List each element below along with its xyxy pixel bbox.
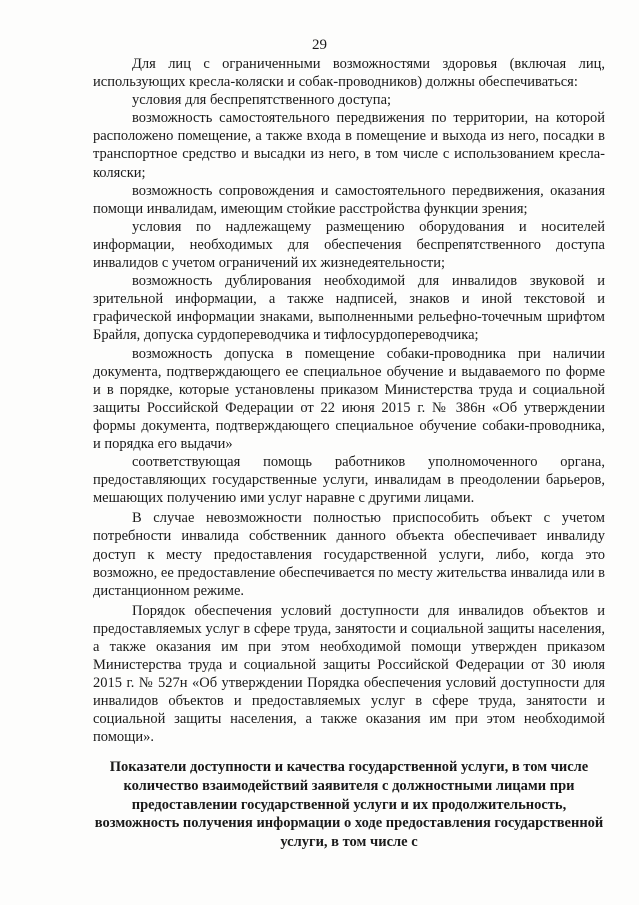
paragraph-body: Порядок обеспечения условий доступности для инвалидов объектов и предоставляемых услуг в сфере труда, занятости и социальной защиты населения, а также оказания им при этом необходимой помощи утвержден приказом Министерства труда и социальной защиты Российской Федерации от 30 июля 2015 г. № 527н «Об утверждении Порядка обеспечения условий доступности для инвалидов объектов и предоставляемых услуг в сфере труда, занятости и социальной защиты населения, а также оказания им при этом необходимой помощи». <box>93 602 605 746</box>
document-body <box>93 55 605 747</box>
paragraph-list-item: возможность самостоятельного передвижения по территории, на которой расположено помещение, а также входа в помещение и выхода из него, посадки в транспортное средство и высадки из него, в том числе с использованием кресла- коляски; <box>93 110 605 181</box>
page-number: 29 <box>312 37 327 53</box>
paragraph-list-item: возможность допуска в помещение собаки-проводника при наличии документа, подтверждающего ее специальное обучение и выдаваемого по форме и в порядке, которые установлены приказом Министерства труда и социальной защиты Российской Федерации от 22 июня 2015 г. № 386н «Об утверждении формы документа, подтверждающего специальное обучение собаки-проводника, и порядка его выдачи» <box>93 345 605 452</box>
section-heading: Показатели доступности и качества государственной услуги, в том числе количество взаимодействий заявителя с должностными лицами при предоставлении государственной услуги и их продолжительность, возможность получения информации о ходе предоставления государственной услуги, в том числе с <box>94 759 604 851</box>
paragraph-body: В случае невозможности полностью приспособить объект с учетом потребности инвалида собственник данного объекта обеспечивает инвалиду доступ к месту предоставления государственной услуги, либо, когда это возможно, ее предоставление обеспечивается по месту жительства инвалида или в дистанционном режиме. <box>93 510 605 599</box>
paragraph-list-item: соответствующая помощь работников уполномоченного органа, предоставляющих государственные услуги, инвалидам в преодолении барьеров, мешающих получению ими услуг наравне с другими лицами. <box>93 454 605 507</box>
paragraph-list-item: условия по надлежащему размещению оборудования и носителей информации, необходимых для обеспечения беспрепятственного доступа инвалидов с учетом ограничений их жизнедеятельности; <box>93 218 605 272</box>
paragraph-list-item: условия для беспрепятственного доступа; <box>132 92 392 109</box>
paragraph-list-item: возможность сопровождения и самостоятельного передвижения, оказания помощи инвалидам, имеющим стойкие расстройства функции зрения; <box>93 182 605 217</box>
paragraph-list-item: возможность дублирования необходимой для инвалидов звуковой и зрительной информации, а также надписей, знаков и иной текстовой и графической информации знаками, выполненными рельефно-точечным шрифтом Брайля, допуска сурдопереводчика и тифлосурдопереводчика; <box>93 273 605 344</box>
paragraph-intro: Для лиц с ограниченными возможностями здоровья (включая лиц, использующих кресла-коляски и собак-проводников) должны обеспечиваться: <box>93 56 605 91</box>
